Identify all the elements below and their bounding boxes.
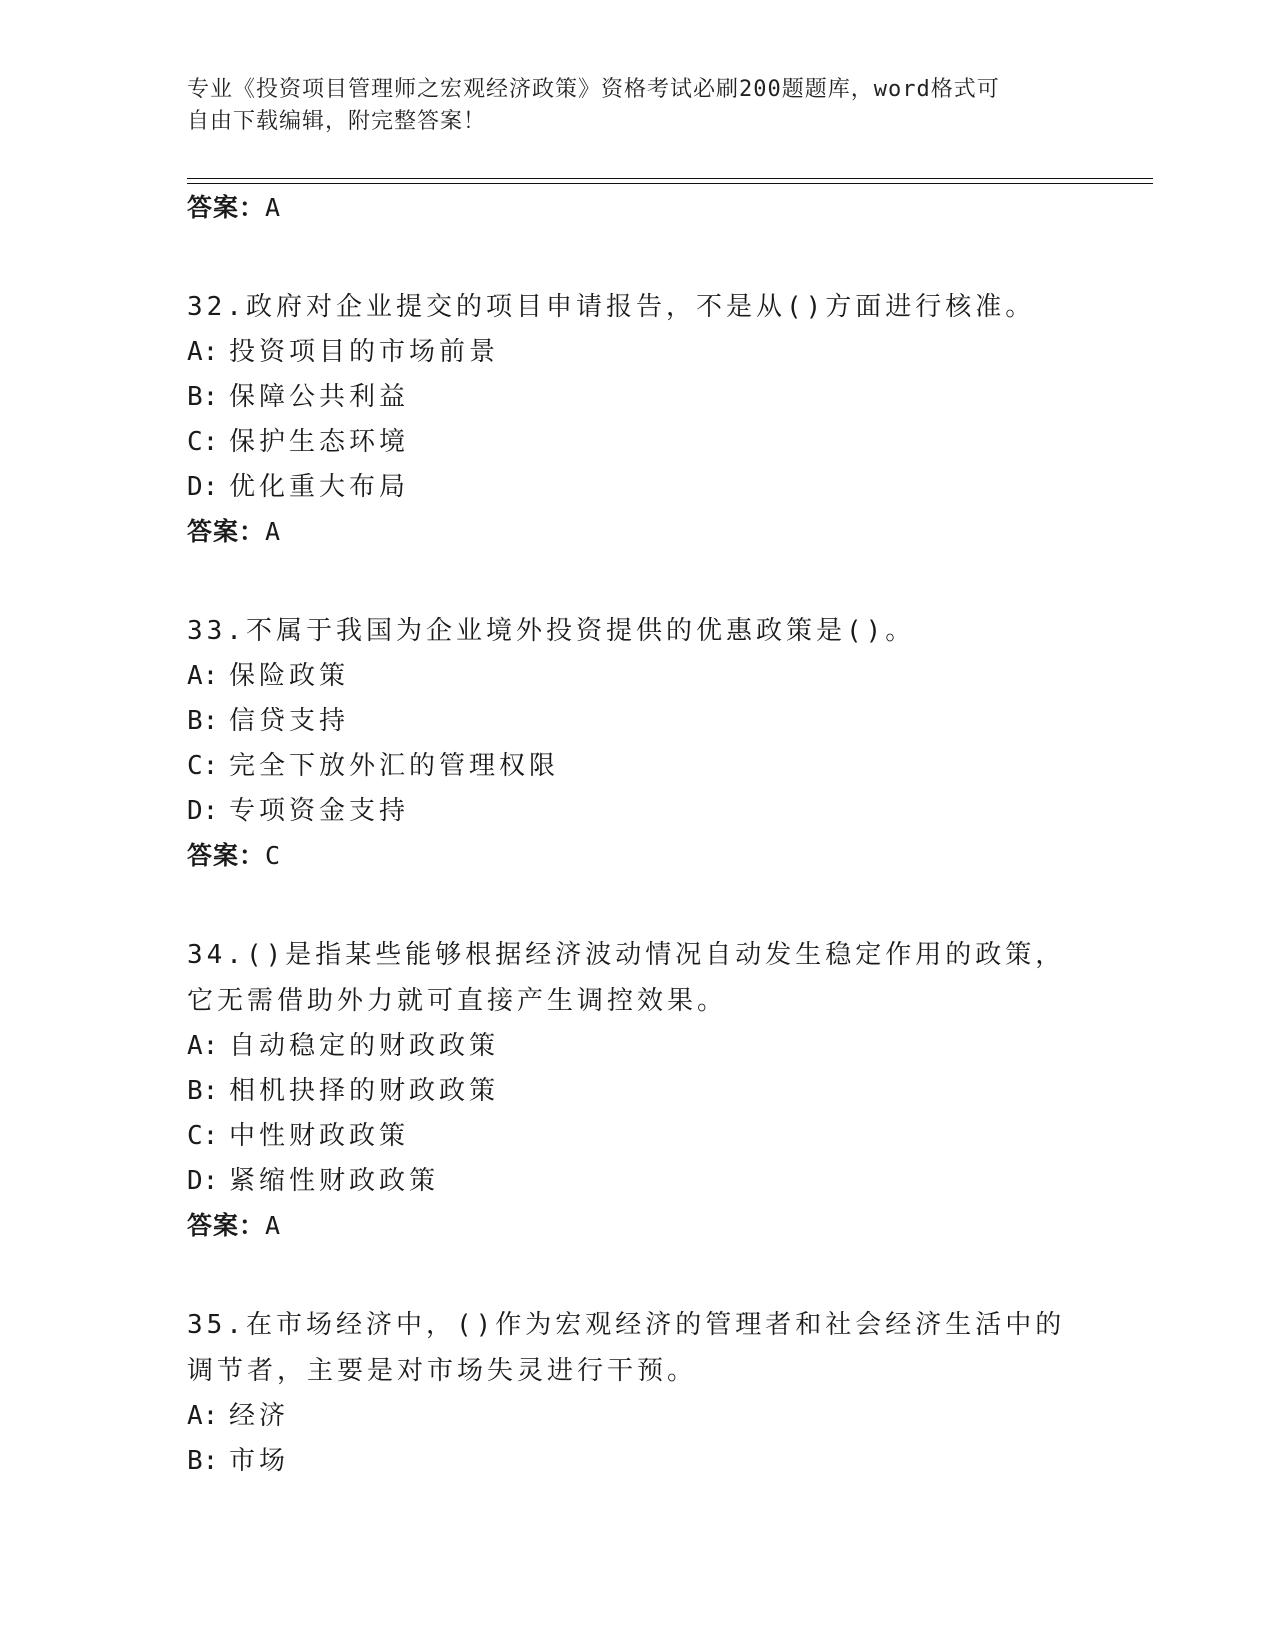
option-label: B: bbox=[187, 1446, 219, 1476]
option-text: 优化重大布局 bbox=[229, 472, 410, 502]
question-stem: 34.()是指某些能够根据经济波动情况自动发生稳定作用的政策，它无需借助外力就可直接产生调控效果。 bbox=[187, 940, 1066, 1016]
option-b bbox=[187, 1439, 1087, 1484]
option-d bbox=[187, 1159, 1087, 1204]
option-label: D: bbox=[187, 1166, 219, 1196]
spacer bbox=[187, 1248, 1087, 1296]
answer-label: 答案： bbox=[187, 193, 266, 222]
option-label: B: bbox=[187, 706, 219, 736]
option-text: 经济 bbox=[229, 1401, 290, 1431]
option-text: 投资项目的市场前景 bbox=[229, 337, 500, 367]
option-text: 保障公共利益 bbox=[229, 382, 410, 412]
option-label: B: bbox=[187, 382, 219, 412]
option-b bbox=[187, 699, 1087, 744]
question-block bbox=[187, 932, 1087, 1248]
option-label: A: bbox=[187, 661, 219, 691]
option-text: 专项资金支持 bbox=[229, 796, 410, 826]
answer-value: C bbox=[265, 841, 282, 870]
answer-label: 答案： bbox=[187, 1211, 266, 1240]
header-line-2: 自由下载编辑，附完整答案！ bbox=[187, 109, 487, 134]
option-a bbox=[187, 654, 1087, 699]
option-b bbox=[187, 1069, 1087, 1114]
option-text: 保护生态环境 bbox=[229, 427, 410, 457]
option-label: A: bbox=[187, 1401, 219, 1431]
option-a bbox=[187, 330, 1087, 375]
option-label: C: bbox=[187, 427, 219, 457]
option-label: D: bbox=[187, 796, 219, 826]
option-a bbox=[187, 1024, 1087, 1069]
question-block bbox=[187, 1302, 1087, 1484]
answer-value: A bbox=[265, 517, 282, 546]
option-text: 保险政策 bbox=[229, 661, 350, 691]
answer-label: 答案： bbox=[187, 517, 266, 546]
option-label: B: bbox=[187, 1076, 219, 1106]
question-block bbox=[187, 284, 1087, 554]
answer-value: A bbox=[265, 193, 282, 222]
question-list bbox=[187, 186, 1087, 1484]
document-header bbox=[187, 74, 1067, 138]
option-d bbox=[187, 789, 1087, 834]
option-text: 完全下放外汇的管理权限 bbox=[229, 751, 560, 781]
answer-line bbox=[187, 834, 1087, 878]
option-c bbox=[187, 420, 1087, 465]
header-rule-top bbox=[187, 178, 1153, 179]
option-d bbox=[187, 465, 1087, 510]
answer-line bbox=[187, 510, 1087, 554]
spacer bbox=[187, 554, 1087, 602]
spacer bbox=[187, 230, 1087, 278]
option-text: 中性财政政策 bbox=[229, 1121, 410, 1151]
option-label: A: bbox=[187, 1031, 219, 1061]
option-c bbox=[187, 744, 1087, 789]
header-rule-bottom bbox=[187, 183, 1153, 184]
question-block bbox=[187, 608, 1087, 878]
question-stem: 32.政府对企业提交的项目申请报告，不是从()方面进行核准。 bbox=[187, 292, 1036, 322]
question-stem: 33.不属于我国为企业境外投资提供的优惠政策是()。 bbox=[187, 616, 916, 646]
answer-value: A bbox=[265, 1211, 282, 1240]
answer-label: 答案： bbox=[187, 841, 266, 870]
option-text: 紧缩性财政政策 bbox=[229, 1166, 440, 1196]
spacer bbox=[187, 878, 1087, 926]
option-label: A: bbox=[187, 337, 219, 367]
option-c bbox=[187, 1114, 1087, 1159]
option-label: D: bbox=[187, 472, 219, 502]
header-line-1: 专业《投资项目管理师之宏观经济政策》资格考试必刷200题题库，word格式可 bbox=[187, 77, 1000, 102]
answer-line bbox=[187, 1204, 1087, 1248]
option-text: 相机抉择的财政政策 bbox=[229, 1076, 500, 1106]
option-label: C: bbox=[187, 1121, 219, 1151]
option-text: 自动稳定的财政政策 bbox=[229, 1031, 500, 1061]
option-text: 市场 bbox=[229, 1446, 290, 1476]
option-a bbox=[187, 1394, 1087, 1439]
option-label: C: bbox=[187, 751, 219, 781]
option-b bbox=[187, 375, 1087, 420]
option-text: 信贷支持 bbox=[229, 706, 350, 736]
answer-line bbox=[187, 186, 1087, 230]
question-stem: 35.在市场经济中，()作为宏观经济的管理者和社会经济生活中的调节者，主要是对市场失灵进行干预。 bbox=[187, 1310, 1066, 1386]
